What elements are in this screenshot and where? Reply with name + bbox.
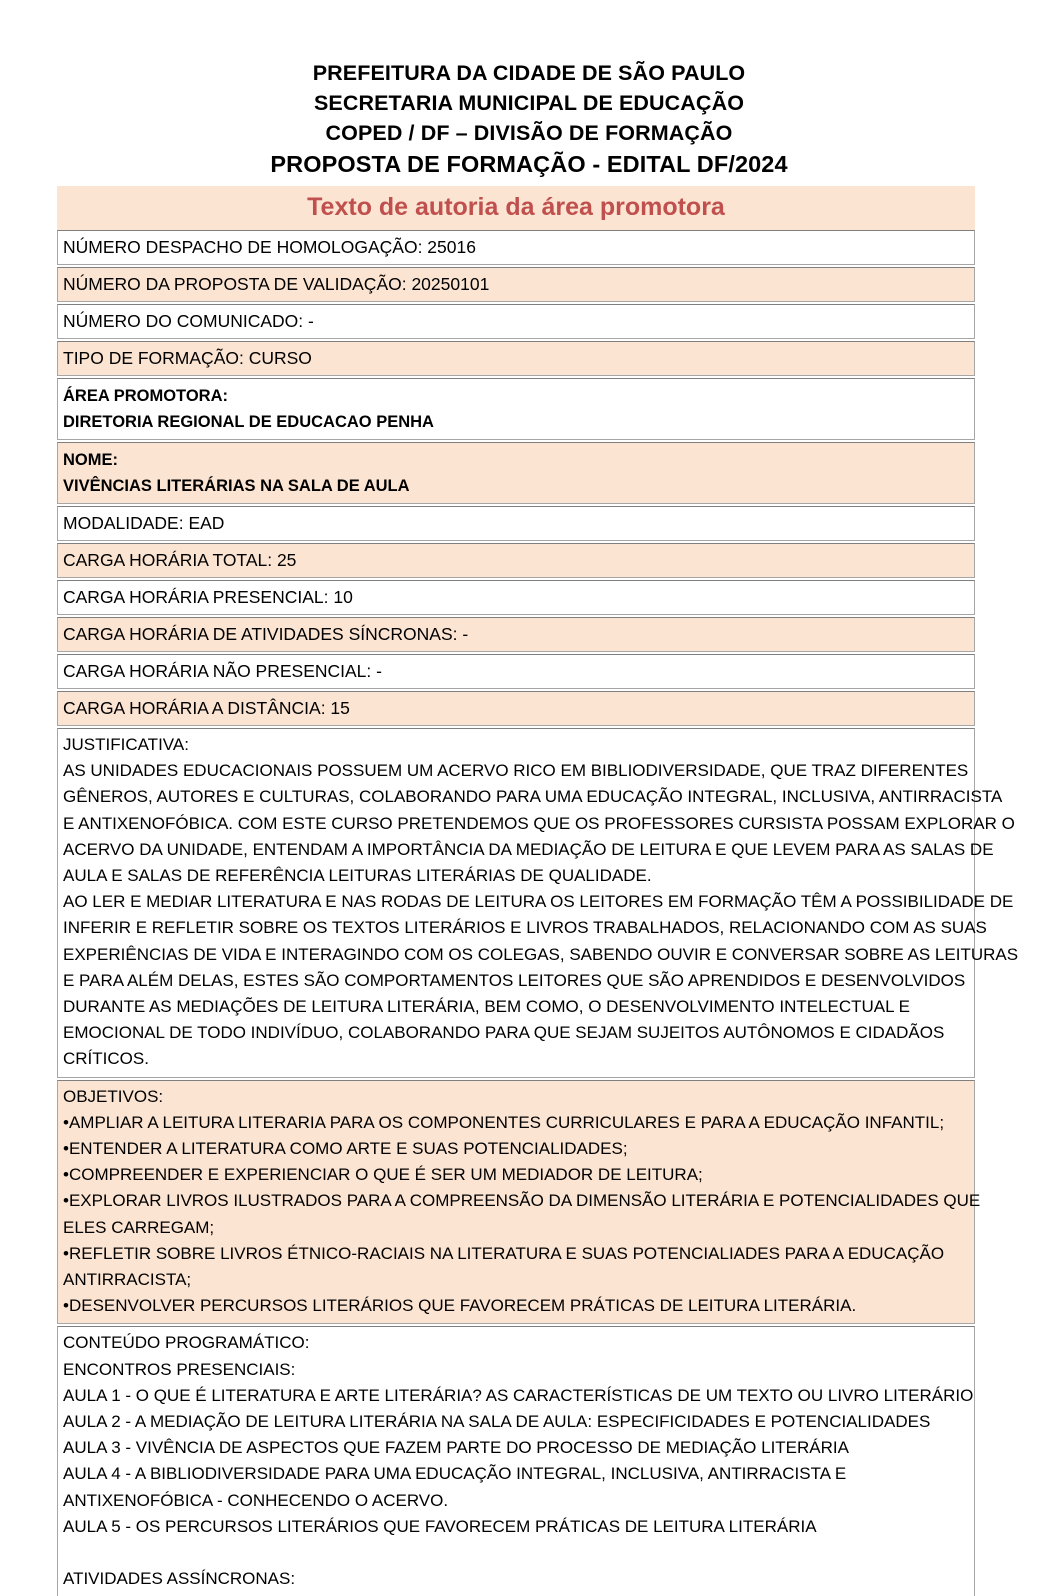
- justificativa-label: JUSTIFICATIVA:: [63, 735, 189, 754]
- carga-horaria-sincronas-text: CARGA HORÁRIA DE ATIVIDADES SÍNCRONAS: -: [63, 624, 469, 644]
- numero-proposta-text: NÚMERO DA PROPOSTA DE VALIDAÇÃO: 20250101: [63, 274, 490, 294]
- justificativa-line: CRÍTICOS.: [63, 1049, 149, 1069]
- modalidade-text: MODALIDADE: EAD: [63, 513, 225, 533]
- row-carga-horaria-sincronas: [57, 617, 975, 652]
- objetivos-line: ANTIRRACISTA;: [63, 1270, 192, 1290]
- justificativa-line: AS UNIDADES EDUCACIONAIS POSSUEM UM ACERVO RICO EM BIBLIODIVERSIDADE, QUE TRAZ DIFERENTES: [63, 761, 969, 781]
- objetivos-line: •COMPREENDER E EXPERIENCIAR O QUE É SER UM MEDIADOR DE LEITURA;: [63, 1165, 703, 1185]
- justificativa-line: EXPERIÊNCIAS DE VIDA E INTERAGINDO COM OS COLEGAS, SABENDO OUVIR E CONVERSAR SOBRE AS LEITURAS: [63, 944, 1019, 964]
- numero-despacho-text: NÚMERO DESPACHO DE HOMOLOGAÇÃO: 25016: [63, 237, 476, 257]
- objetivos-label: OBJETIVOS:: [63, 1086, 164, 1106]
- objetivos-line: •AMPLIAR A LEITURA LITERARIA PARA OS COMPONENTES CURRICULARES E PARA A EDUCAÇÃO INFANTIL;: [63, 1112, 945, 1132]
- conteudo-line: AULA 5 - OS PERCURSOS LITERÁRIOS QUE FAVORECEM PRÁTICAS DE LEITURA LITERÁRIA: [63, 1516, 817, 1536]
- carga-horaria-distancia-text: CARGA HORÁRIA A DISTÂNCIA: 15: [63, 698, 350, 718]
- row-carga-horaria-nao-presencial: [57, 654, 975, 689]
- justificativa-line: EMOCIONAL DE TODO INDIVÍDUO, COLABORANDO PARA QUE SEJAM SUJEITOS AUTÔNOMOS E CIDADÃOS: [63, 1023, 945, 1043]
- area-promotora-value: DIRETORIA REGIONAL DE EDUCACAO PENHA: [63, 413, 434, 431]
- row-objetivos: [57, 1080, 981, 1325]
- conteudo-line: ANTIXENOFÓBICA - CONHECENDO O ACERVO.: [63, 1490, 449, 1510]
- carga-horaria-nao-presencial-text: CARGA HORÁRIA NÃO PRESENCIAL: -: [63, 661, 382, 681]
- header-line-prefeitura: PREFEITURA DA CIDADE DE SÃO PAULO: [312, 61, 746, 85]
- area-promotora-label: ÁREA PROMOTORA:: [63, 387, 228, 405]
- row-numero-proposta: [57, 267, 975, 302]
- tipo-formacao-text: TIPO DE FORMAÇÃO: CURSO: [63, 348, 312, 368]
- row-conteudo-programatico: [57, 1326, 975, 1596]
- justificativa-line: GÊNEROS, AUTORES E CULTURAS, COLABORANDO PARA UMA EDUCAÇÃO INTEGRAL, INCLUSIVA, ANTIRRACISTA: [63, 787, 1003, 807]
- conteudo-line: AULA 4 - A BIBLIODIVERSIDADE PARA UMA EDUCAÇÃO INTEGRAL, INCLUSIVA, ANTIRRACISTA E: [63, 1464, 847, 1484]
- justificativa-line: INFERIR E REFLETIR SOBRE OS TEXTOS LITERÁRIOS E LIVROS TRABALHADOS, RELACIONANDO COM AS SUAS: [63, 918, 987, 938]
- objetivos-line: •REFLETIR SOBRE LIVROS ÉTNICO-RACIAIS NA LITERATURA E SUAS POTENCIALIADES PARA A EDUCAÇÃO: [63, 1243, 945, 1263]
- objetivos-line: •ENTENDER A LITERATURA COMO ARTE E SUAS POTENCIALIDADES;: [63, 1139, 628, 1159]
- justificativa-line: E PARA ALÉM DELAS, ESTES SÃO COMPORTAMENTOS LEITORES QUE SÃO APRENDIDOS E DESENVOLVIDOS: [63, 970, 966, 990]
- objetivos-line: •DESENVOLVER PERCURSOS LITERÁRIOS QUE FAVORECEM PRÁTICAS DE LEITURA LITERÁRIA.: [63, 1296, 857, 1316]
- row-carga-horaria-distancia: [57, 691, 975, 726]
- objetivos-line: ELES CARREGAM;: [63, 1217, 215, 1237]
- row-carga-horaria-presencial: [57, 580, 975, 615]
- header-line-coped: COPED / DF – DIVISÃO DE FORMAÇÃO: [325, 121, 733, 145]
- justificativa-line: DURANTE AS MEDIAÇÕES DE LEITURA LITERÁRIA, BEM COMO, O DESENVOLVIMENTO INTELECTUAL E: [63, 997, 911, 1017]
- objetivos-line: •EXPLORAR LIVROS ILUSTRADOS PARA A COMPREENSÃO DA DIMENSÃO LITERÁRIA E POTENCIALIDADES QUE: [63, 1191, 981, 1211]
- carga-horaria-total-text: CARGA HORÁRIA TOTAL: 25: [63, 550, 297, 570]
- row-justificativa: [57, 728, 1019, 1078]
- justificativa-line: AULA E SALAS DE REFERÊNCIA LEITURAS LITERÁRIAS DE QUALIDADE.: [63, 866, 652, 886]
- justificativa-line: AO LER E MEDIAR LITERATURA E NAS RODAS DE LEITURA OS LEITORES EM FORMAÇÃO TÊM A POSSIBILIDADE DE: [63, 892, 1014, 912]
- nome-value: VIVÊNCIAS LITERÁRIAS NA SALA DE AULA: [63, 477, 410, 495]
- proposal-table: [57, 186, 1019, 1596]
- conteudo-line: AULA 3 - VIVÊNCIA DE ASPECTOS QUE FAZEM PARTE DO PROCESSO DE MEDIAÇÃO LITERÁRIA: [63, 1438, 849, 1458]
- row-numero-comunicado: [57, 304, 975, 339]
- atividades-assincronas-label: ATIVIDADES ASSÍNCRONAS:: [63, 1569, 296, 1589]
- row-modalidade: [57, 506, 975, 541]
- justificativa-line: ACERVO DA UNIDADE, ENTENDAM A IMPORTÂNCIA DA MEDIAÇÃO DE LEITURA E QUE LEVEM PARA AS SALAS DE: [63, 839, 994, 859]
- blank-line: [63, 1540, 970, 1566]
- carga-horaria-presencial-text: CARGA HORÁRIA PRESENCIAL: 10: [63, 587, 353, 607]
- document-header: [0, 58, 1058, 180]
- numero-comunicado-text: NÚMERO DO COMUNICADO: -: [63, 311, 314, 331]
- nome-label: NOME:: [63, 451, 118, 469]
- row-area-promotora: [57, 378, 975, 440]
- row-numero-despacho: [57, 230, 975, 265]
- header-line-secretaria: SECRETARIA MUNICIPAL DE EDUCAÇÃO: [313, 91, 745, 115]
- header-line-proposta: PROPOSTA DE FORMAÇÃO - EDITAL DF/2024: [270, 151, 788, 177]
- conteudo-line: AULA 1 - O QUE É LITERATURA E ARTE LITERÁRIA? AS CARACTERÍSTICAS DE UM TEXTO OU LIVRO LITERÁRIO: [63, 1385, 974, 1405]
- banner-texto-autoria: Texto de autoria da área promotora: [57, 186, 975, 230]
- row-nome: [57, 442, 975, 504]
- conteudo-subtitle: ENCONTROS PRESENCIAIS:: [63, 1359, 296, 1379]
- row-carga-horaria-total: [57, 543, 975, 578]
- justificativa-line: E ANTIXENOFÓBICA. COM ESTE CURSO PRETENDEMOS QUE OS PROFESSORES CURSISTA POSSAM EXPLORAR O: [63, 813, 1015, 833]
- row-tipo-formacao: [57, 341, 975, 376]
- conteudo-line: AULA 2 - A MEDIAÇÃO DE LEITURA LITERÁRIA NA SALA DE AULA: ESPECIFICIDADES E POTENCIALIDADES: [63, 1412, 931, 1432]
- conteudo-label: CONTEÚDO PROGRAMÁTICO:: [63, 1333, 310, 1353]
